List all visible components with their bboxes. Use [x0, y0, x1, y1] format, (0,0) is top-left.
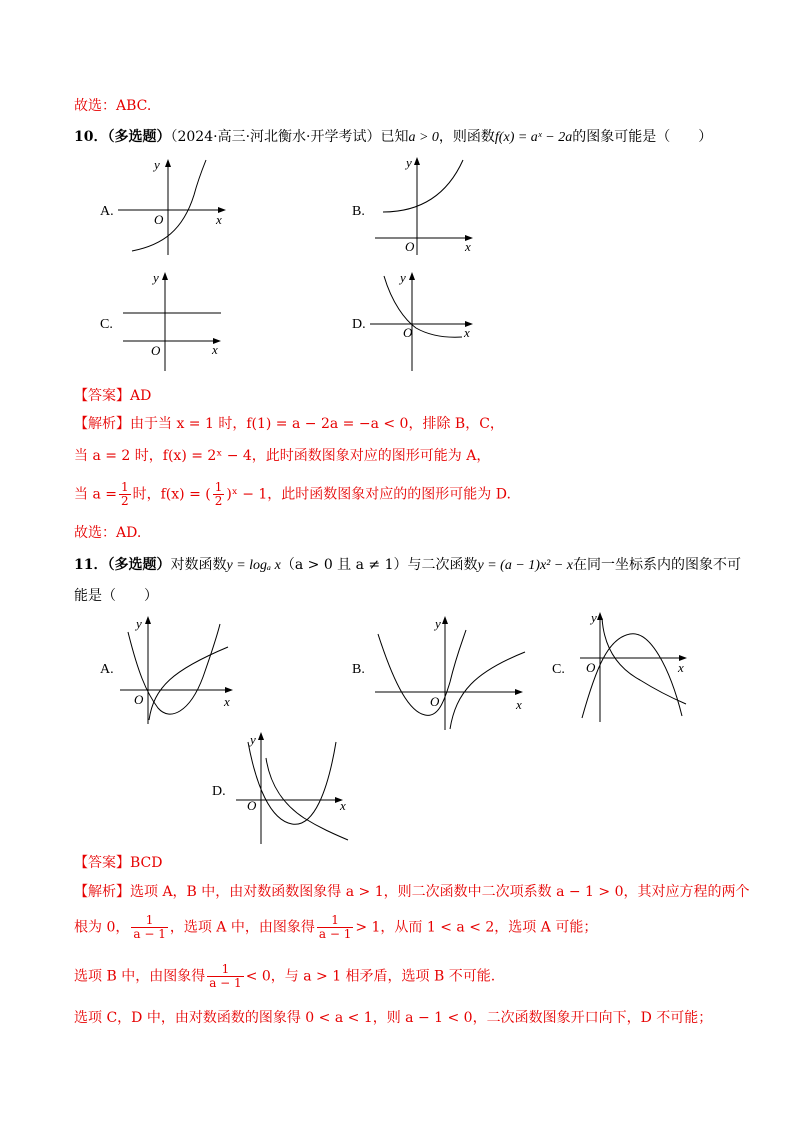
q11-condition: （a > 0 且 a ≠ 1）	[280, 557, 408, 573]
x-axis-arrow	[515, 689, 523, 695]
q11-graph-d	[234, 730, 354, 848]
y-axis-arrow	[414, 157, 420, 165]
q10-tag: （多选题）	[107, 129, 171, 145]
q11-stem-2: 能是（ ）	[74, 588, 158, 604]
origin-label: O	[403, 325, 413, 340]
q11-stem-a: 对数函数	[170, 557, 227, 573]
q11-graph-a	[118, 612, 238, 727]
origin-label: O	[247, 798, 257, 813]
q11-analysis-2	[74, 914, 597, 941]
fraction-denominator: 2	[120, 494, 129, 508]
parabola	[582, 634, 682, 718]
analysis-3a: 选项 B 中，由图象得	[74, 968, 206, 985]
x-label: x	[224, 694, 230, 709]
y-label: y	[154, 157, 160, 172]
x-label: x	[516, 697, 522, 712]
analysis-tag: 【解析】	[74, 416, 130, 432]
fraction-half-2	[213, 481, 225, 508]
x-label: x	[464, 325, 470, 340]
y-label: y	[591, 610, 597, 625]
analysis-text: 由于当 x = 1 时，f(1) = a − 2a = −a < 0，排除 B，C，	[130, 416, 504, 432]
y-label: y	[406, 155, 412, 170]
q11-option-d-label: D.	[212, 784, 226, 799]
fraction-half	[119, 481, 131, 508]
q10-option-d-label: D.	[352, 317, 366, 332]
fraction-reciprocal-2	[317, 914, 353, 941]
analysis-tag: 【解析】	[74, 884, 130, 900]
q11-number: 11．	[74, 557, 108, 573]
q10-number: 10．	[74, 129, 108, 145]
y-label: y	[400, 270, 406, 285]
y-label: y	[250, 732, 256, 747]
x-label: x	[340, 798, 346, 813]
q10-source: （2024·高三·河北衡水·开学考试）	[170, 129, 381, 145]
fraction-denominator: a − 1	[133, 927, 166, 941]
y-axis-arrow	[258, 732, 264, 740]
x-label: x	[216, 212, 222, 227]
analysis-3a: 当 a =	[74, 486, 117, 503]
q11-option-a-label: A.	[100, 662, 114, 677]
q10-analysis-3	[74, 481, 511, 508]
log-curve	[602, 618, 686, 704]
fraction-numerator: 1	[317, 914, 353, 928]
q11-analysis-1	[74, 882, 750, 902]
fraction-denominator: a − 1	[209, 976, 242, 990]
q11-stem-b: 与二次函数	[407, 557, 478, 573]
q10-choice: 故选：AD.	[74, 525, 142, 541]
origin-label: O	[405, 239, 415, 254]
q10-option-a-label: A.	[100, 204, 114, 219]
x-label: x	[212, 342, 218, 357]
analysis-2a: 根为 0，	[74, 919, 130, 936]
q10-graph-d	[370, 268, 480, 373]
previous-choice: 故选：ABC.	[74, 98, 152, 114]
q10-analysis-1	[74, 414, 504, 434]
y-axis-arrow	[145, 616, 151, 624]
q11-log-function: y = logₐ x	[226, 558, 281, 573]
fraction-reciprocal-3	[207, 963, 243, 990]
q11-quad-function: y = (a − 1)x² − x	[477, 558, 574, 573]
origin-label: O	[151, 343, 161, 358]
q11-stem	[74, 555, 741, 576]
parabola	[378, 630, 466, 715]
q11-graph-c	[578, 608, 693, 726]
q10-graph-c	[118, 268, 228, 373]
origin-label: O	[134, 692, 144, 707]
y-label: y	[435, 616, 441, 631]
q11-analysis-4: 选项 C，D 中，由对数函数的图象得 0 < a < 1，则 a − 1 < 0，二次函数图象开口向下，D 不可能；	[74, 1010, 713, 1026]
fraction-denominator: a − 1	[318, 927, 352, 941]
exp-curve	[132, 160, 206, 251]
fraction-numerator: 1	[207, 963, 243, 977]
analysis-3c: )ˣ − 1，此时函数图象对应的的图形可能为 D.	[226, 486, 511, 503]
exp-curve	[383, 160, 463, 212]
x-axis-arrow	[225, 687, 233, 693]
fraction-numerator: 1	[120, 480, 129, 494]
fraction-numerator: 1	[131, 914, 167, 928]
q10-analysis-2: 当 a = 2 时，f(x) = 2ˣ − 4，此时函数图象对应的图形可能为 A，	[74, 448, 491, 464]
q11-graph-b	[370, 612, 530, 732]
analysis-3b: 时，f(x) = (	[132, 486, 211, 503]
q11-option-b-label: B.	[352, 662, 365, 677]
log-curve	[149, 647, 228, 720]
log-curve	[450, 652, 525, 729]
y-axis-arrow	[162, 272, 168, 280]
y-axis-arrow	[165, 159, 171, 167]
q11-analysis-3	[74, 963, 495, 990]
fraction-denominator: 2	[214, 494, 223, 508]
q10-stem-b: ，则函数	[438, 129, 495, 145]
analysis-2c: > 1，从而 1 < a < 2，选项 A 可能；	[355, 919, 598, 936]
q10-graph-a	[118, 155, 228, 255]
y-axis-arrow	[442, 616, 448, 624]
q10-function: f(x) = aˣ − 2a	[494, 130, 573, 145]
y-label: y	[136, 616, 142, 631]
q11-answer: 【答案】BCD	[74, 855, 163, 871]
q10-graph-b	[375, 155, 485, 255]
x-label: x	[465, 239, 471, 254]
analysis-2b: ，选项 A 中，由图象得	[169, 919, 315, 936]
analysis-3b: < 0，与 a > 1 相矛盾，选项 B 不可能.	[245, 968, 496, 985]
q11-option-c-label: C.	[552, 662, 565, 677]
fraction-numerator: 1	[214, 480, 223, 494]
origin-label: O	[430, 694, 440, 709]
fraction-reciprocal	[131, 914, 167, 941]
q10-option-b-label: B.	[352, 204, 365, 219]
q10-condition: a > 0	[408, 130, 439, 145]
y-label: y	[153, 270, 159, 285]
x-label: x	[678, 660, 684, 675]
q10-stem	[74, 127, 712, 148]
q10-stem-a: 已知	[380, 129, 409, 145]
q10-stem-c: 的图象可能是（ ）	[572, 129, 713, 145]
q10-option-c-label: C.	[100, 317, 113, 332]
q11-stem-c: 在同一坐标系内的图象不可	[573, 557, 742, 573]
decay-curve	[384, 276, 462, 337]
y-axis-arrow	[409, 272, 415, 280]
origin-label: O	[154, 212, 164, 227]
q10-answer: 【答案】AD	[74, 388, 152, 404]
origin-label: O	[586, 660, 596, 675]
analysis-text: 选项 A，B 中，由对数函数图象得 a > 1，则二次函数中二次项系数 a − 1 > 0，其对应方程的两个	[130, 884, 750, 900]
q11-tag: （多选题）	[107, 557, 171, 573]
